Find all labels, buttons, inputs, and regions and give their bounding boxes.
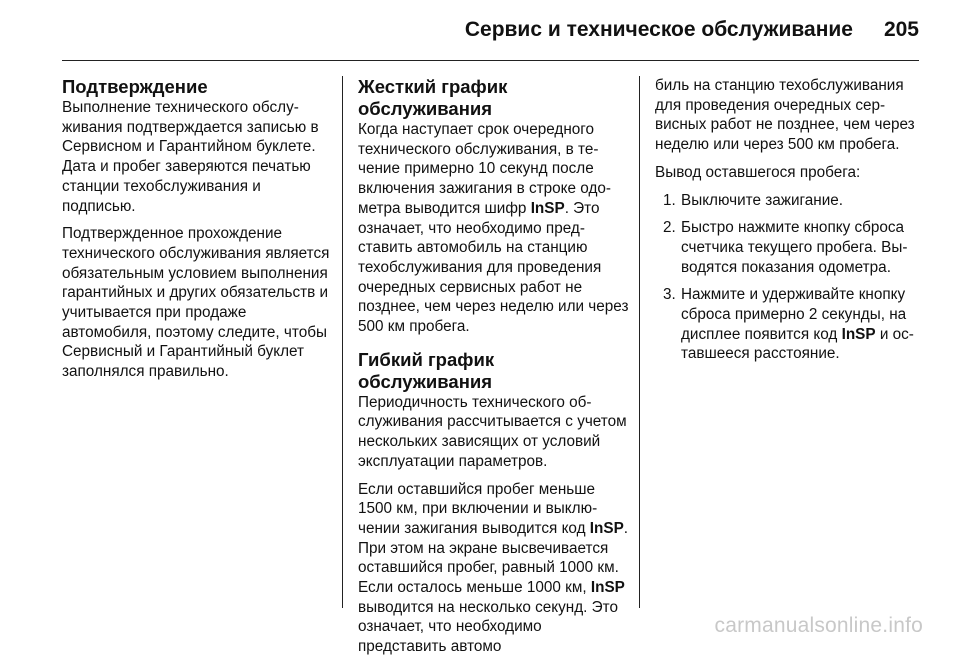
watermark: carmanualsonline.info [714, 614, 923, 637]
column-right [655, 76, 926, 372]
page-title: Сервис и техническое обслуживание [464, 18, 853, 41]
header-divider [62, 60, 919, 61]
list-item [655, 218, 926, 277]
paragraph: Вывод оставшегося пробега: [655, 163, 861, 181]
list-item [655, 191, 926, 211]
page-header [62, 14, 919, 44]
text-run: выводится на несколько секунд. Это означает, что необходимо представить автомо [358, 598, 618, 656]
step-number: 3. [663, 286, 676, 304]
step-text: Нажмите и удерживайте кнопку сброса примерно 2 секунды, на дисплее появится код [681, 286, 907, 343]
step-text: и оставшееся расстояние. [681, 325, 914, 363]
text-run: Когда наступает срок очередного технического обслуживания, в течение примерно 10 секунд после включения зажигания в строке одометра выводится шифр [358, 121, 612, 217]
service-code: InSP [530, 199, 565, 217]
paragraph [358, 120, 633, 337]
paragraph: Периодичность технического обслуживания рассчитывается с учетом нескольких зависящих от условий эксплуатации параметров. [358, 393, 627, 470]
paragraph: Подтвержденное прохождение технического обслуживания является обязательным условием выполнения гарантийных и других обязательств и учитывается при продаже автомобиля, поэтому следите, чтобы Сервисный и Гарантийный буклет заполнялся правильно. [62, 225, 330, 381]
section-heading-fixed-schedule: Жесткий график обслуживания [358, 76, 508, 119]
paragraph: Выполнение технического обслуживания подтверждается записью в Сервисном и Гарантийном буклете. Дата и пробег заверяются печатью станции техобслуживания и подписью. [62, 99, 319, 215]
column-left [62, 76, 337, 390]
service-code: InSP [589, 519, 624, 537]
section-heading-flexible-schedule: Гибкий график обслуживания [358, 348, 495, 392]
column-divider [639, 76, 640, 608]
step-text: Выключите зажигание. [681, 191, 844, 209]
text-run: . Это означает, что необходимо представить автомобиль на станцию техобслуживания для проведения очередных сервисных работ не позднее, чем через неделю или через 500 км пробега. [358, 199, 629, 336]
service-code: InSP [841, 325, 876, 343]
text-run: . При этом на экране высвечивается оставшийся пробег, равный 1000 км. Если осталось меньше 1000 км, [358, 519, 629, 597]
paragraph: биль на станцию техобслуживания для проведения очередных сервисных работ не позднее, чем через неделю или через 500 км пробега. [655, 77, 915, 154]
step-number: 2. [663, 219, 676, 237]
step-number: 1. [663, 191, 676, 209]
service-code: InSP [590, 579, 625, 597]
column-middle [358, 76, 633, 665]
steps-list [655, 191, 926, 365]
text-run: Если оставшийся пробег меньше 1500 км, при включении и выключении зажигания выводится код [358, 480, 598, 537]
paragraph [358, 480, 633, 657]
step-text: Быстро нажмите кнопку сброса счетчика текущего пробега. Выводятся показания одометра. [681, 219, 908, 276]
page-number: 205 [883, 18, 919, 41]
section-heading-confirmation: Подтверждение [62, 76, 208, 97]
list-item [655, 285, 926, 364]
column-divider [342, 76, 343, 608]
